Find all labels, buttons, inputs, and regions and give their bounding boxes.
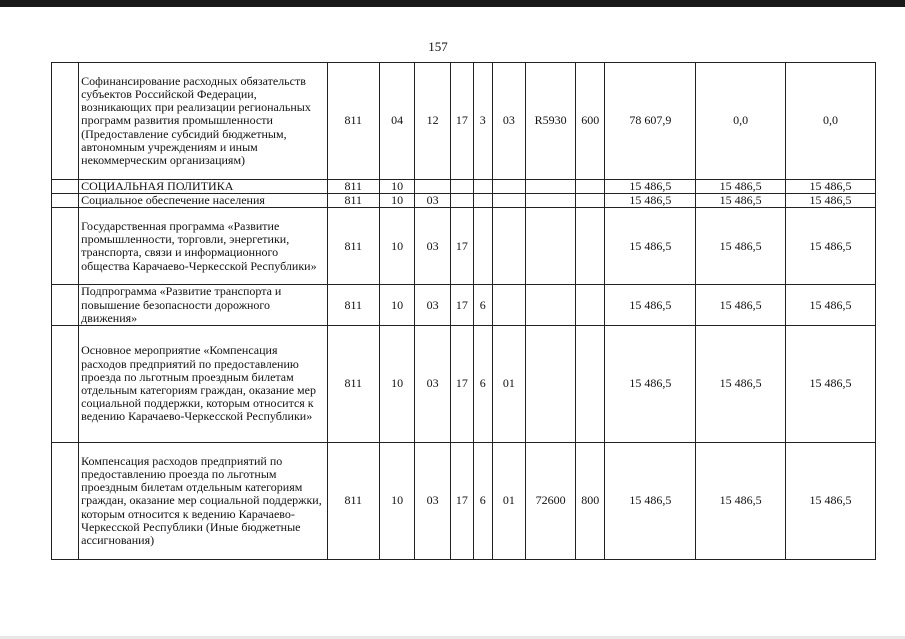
pr-code: 12 — [415, 63, 451, 180]
direction-code — [526, 326, 576, 443]
amount-year-2: 15 486,5 — [696, 443, 786, 560]
subprogram-code: 6 — [473, 443, 492, 560]
amount-year-3: 15 486,5 — [786, 194, 876, 208]
subprogram-code: 6 — [473, 285, 492, 326]
grbs-code: 811 — [327, 208, 379, 285]
pr-code: 03 — [415, 194, 451, 208]
direction-code: 72600 — [526, 443, 576, 560]
row-number-cell — [52, 443, 79, 560]
amount-year-2: 15 486,5 — [696, 326, 786, 443]
row-number-cell — [52, 326, 79, 443]
row-number-cell — [52, 180, 79, 194]
direction-code — [526, 285, 576, 326]
program-code: 17 — [450, 285, 473, 326]
measure-code: 03 — [492, 63, 525, 180]
row-number-cell — [52, 208, 79, 285]
subprogram-code: 6 — [473, 326, 492, 443]
rz-code: 10 — [379, 443, 415, 560]
direction-code — [526, 180, 576, 194]
row-name: Государственная программа «Развитие промышленности, торговли, энергетики, транспорта, связи и информационного общества Карачаево-Черкесской Республики» — [79, 208, 328, 285]
measure-code: 01 — [492, 443, 525, 560]
rz-code: 10 — [379, 285, 415, 326]
scan-top-border — [0, 0, 905, 7]
amount-year-2: 15 486,5 — [696, 194, 786, 208]
budget-table — [51, 62, 876, 560]
table-row — [52, 443, 876, 560]
amount-year-1: 15 486,5 — [605, 285, 696, 326]
vr-code — [576, 180, 605, 194]
rz-code: 04 — [379, 63, 415, 180]
row-number-cell — [52, 194, 79, 208]
vr-code — [576, 326, 605, 443]
program-code: 17 — [450, 443, 473, 560]
subprogram-code — [473, 208, 492, 285]
row-name: Подпрограмма «Развитие транспорта и повышение безопасности дорожного движения» — [79, 285, 328, 326]
row-name: Компенсация расходов предприятий по предоставлению проезда по льготным проездным билетам отдельным категориям граждан, оказание мер социальной поддержки, которым относится к ведению Карачаево-Черкесской Республики (Иные бюджетные ассигнования) — [79, 443, 328, 560]
page-number: 157 — [428, 39, 448, 54]
measure-code — [492, 285, 525, 326]
row-number-cell — [52, 63, 79, 180]
measure-code — [492, 208, 525, 285]
amount-year-3: 15 486,5 — [786, 443, 876, 560]
pr-code: 03 — [415, 326, 451, 443]
subprogram-code — [473, 194, 492, 208]
amount-year-2: 15 486,5 — [696, 180, 786, 194]
subprogram-code — [473, 180, 492, 194]
amount-year-1: 15 486,5 — [605, 208, 696, 285]
program-code — [450, 180, 473, 194]
direction-code: R5930 — [526, 63, 576, 180]
amount-year-1: 15 486,5 — [605, 326, 696, 443]
row-name: СОЦИАЛЬНАЯ ПОЛИТИКА — [79, 180, 328, 194]
table-row — [52, 208, 876, 285]
amount-year-2: 0,0 — [696, 63, 786, 180]
vr-code: 600 — [576, 63, 605, 180]
grbs-code: 811 — [327, 194, 379, 208]
amount-year-2: 15 486,5 — [696, 285, 786, 326]
rz-code: 10 — [379, 208, 415, 285]
direction-code — [526, 194, 576, 208]
grbs-code: 811 — [327, 326, 379, 443]
amount-year-3: 0,0 — [786, 63, 876, 180]
program-code: 17 — [450, 326, 473, 443]
row-name: Социальное обеспечение населения — [79, 194, 328, 208]
grbs-code: 811 — [327, 443, 379, 560]
amount-year-1: 15 486,5 — [605, 194, 696, 208]
measure-code — [492, 194, 525, 208]
measure-code: 01 — [492, 326, 525, 443]
measure-code — [492, 180, 525, 194]
row-number-cell — [52, 285, 79, 326]
pr-code — [415, 180, 451, 194]
rz-code: 10 — [379, 326, 415, 443]
amount-year-1: 78 607,9 — [605, 63, 696, 180]
pr-code: 03 — [415, 208, 451, 285]
amount-year-1: 15 486,5 — [605, 180, 696, 194]
amount-year-3: 15 486,5 — [786, 326, 876, 443]
vr-code — [576, 208, 605, 285]
direction-code — [526, 208, 576, 285]
grbs-code: 811 — [327, 285, 379, 326]
pr-code: 03 — [415, 285, 451, 326]
vr-code — [576, 194, 605, 208]
program-code: 17 — [450, 208, 473, 285]
pr-code: 03 — [415, 443, 451, 560]
amount-year-3: 15 486,5 — [786, 285, 876, 326]
program-code — [450, 194, 473, 208]
subprogram-code: 3 — [473, 63, 492, 180]
grbs-code: 811 — [327, 63, 379, 180]
table-row — [52, 180, 876, 194]
row-name: Софинансирование расходных обязательств субъектов Российской Федерации, возникающих при реализации региональных программ развития промышленности (Предоставление субсидий бюджетным, автономным учреждениям и иным некоммерческим организациям) — [79, 63, 328, 180]
rz-code: 10 — [379, 194, 415, 208]
grbs-code: 811 — [327, 180, 379, 194]
row-name: Основное мероприятие «Компенсация расходов предприятий по предоставлению проезда по льготным проездным билетам отдельным категориям граждан, оказание мер социальной поддержки, которым относится к ведению Карачаево-Черкесской Республики» — [79, 326, 328, 443]
vr-code — [576, 285, 605, 326]
amount-year-2: 15 486,5 — [696, 208, 786, 285]
amount-year-3: 15 486,5 — [786, 208, 876, 285]
table-row — [52, 63, 876, 180]
table-row — [52, 285, 876, 326]
table-row — [52, 194, 876, 208]
vr-code: 800 — [576, 443, 605, 560]
program-code: 17 — [450, 63, 473, 180]
amount-year-1: 15 486,5 — [605, 443, 696, 560]
rz-code: 10 — [379, 180, 415, 194]
amount-year-3: 15 486,5 — [786, 180, 876, 194]
table-row — [52, 326, 876, 443]
